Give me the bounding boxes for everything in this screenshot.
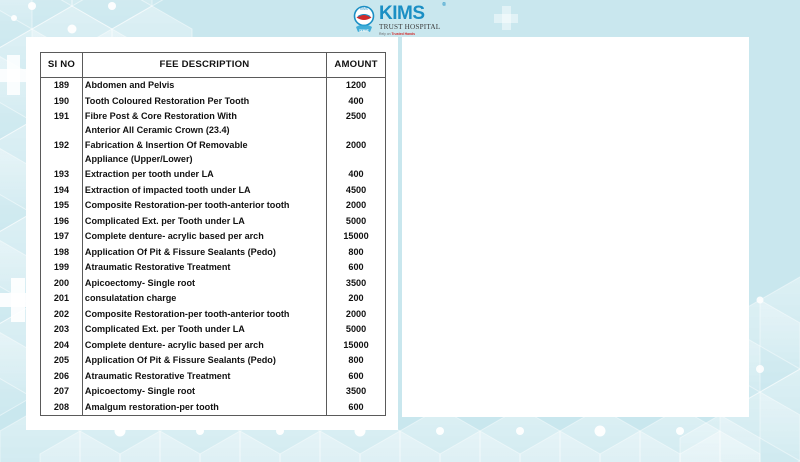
cell-sl-no: 191 bbox=[41, 109, 83, 138]
table-row bbox=[41, 138, 386, 167]
cell-sl-no: 199 bbox=[41, 260, 83, 276]
table-row bbox=[41, 353, 386, 369]
column-header-sl-no: SI NO bbox=[41, 53, 83, 78]
cell-fee-description bbox=[82, 78, 326, 94]
table-row bbox=[41, 167, 386, 183]
cell-fee-description bbox=[82, 138, 326, 167]
cell-fee-description bbox=[82, 384, 326, 400]
cell-fee-description bbox=[82, 338, 326, 354]
cell-sl-no: 208 bbox=[41, 400, 83, 416]
cell-sl-no: 194 bbox=[41, 183, 83, 199]
cell-amount: 2000 bbox=[327, 198, 386, 214]
cell-sl-no: 196 bbox=[41, 214, 83, 230]
svg-text:KIMS: KIMS bbox=[360, 7, 368, 12]
cell-sl-no: 192 bbox=[41, 138, 83, 167]
table-row bbox=[41, 307, 386, 323]
trust-hands-heart-icon bbox=[352, 5, 376, 35]
cell-fee-description bbox=[82, 109, 326, 138]
cell-amount: 2000 bbox=[327, 138, 386, 167]
cell-amount: 200 bbox=[327, 291, 386, 307]
cell-fee-description bbox=[82, 260, 326, 276]
cell-sl-no: 200 bbox=[41, 276, 83, 292]
logo-brand-name: KIMS bbox=[379, 2, 425, 24]
description-line-1: Extraction of impacted tooth under LA bbox=[84, 184, 251, 195]
cell-amount: 800 bbox=[327, 245, 386, 261]
cell-sl-no: 205 bbox=[41, 353, 83, 369]
cell-sl-no: 197 bbox=[41, 229, 83, 245]
table-row bbox=[41, 183, 386, 199]
cell-sl-no: 201 bbox=[41, 291, 83, 307]
table-body bbox=[41, 78, 386, 416]
cell-fee-description bbox=[82, 198, 326, 214]
table-row bbox=[41, 338, 386, 354]
cell-sl-no: 198 bbox=[41, 245, 83, 261]
table-row bbox=[41, 400, 386, 416]
description-line-1: Abdomen and Pelvis bbox=[84, 80, 175, 90]
cell-sl-no: 206 bbox=[41, 369, 83, 385]
kims-logo bbox=[352, 1, 448, 36]
cell-amount: 3500 bbox=[327, 276, 386, 292]
svg-text:trust: trust bbox=[359, 27, 369, 33]
cell-sl-no: 195 bbox=[41, 198, 83, 214]
cell-amount: 600 bbox=[327, 400, 386, 416]
cell-fee-description bbox=[82, 229, 326, 245]
cell-fee-description bbox=[82, 245, 326, 261]
table-row bbox=[41, 94, 386, 110]
medical-cross-icon-top bbox=[494, 6, 518, 30]
table-row bbox=[41, 384, 386, 400]
description-line-1: Complicated Ext. per Tooth under LA bbox=[84, 324, 245, 334]
table-row bbox=[41, 260, 386, 276]
description-line-1: Complete denture- acrylic based per arch bbox=[84, 339, 264, 350]
logo-tagline-accent: Trusted Hands bbox=[391, 31, 416, 36]
cell-fee-description bbox=[82, 94, 326, 110]
cell-sl-no: 203 bbox=[41, 322, 83, 338]
description-line-1: Complicated Ext. per Tooth under LA bbox=[84, 215, 245, 226]
cell-sl-no: 202 bbox=[41, 307, 83, 323]
table-row bbox=[41, 214, 386, 230]
cell-fee-description bbox=[82, 183, 326, 199]
table-row bbox=[41, 229, 386, 245]
description-line-1: Atraumatic Restorative Treatment bbox=[84, 370, 231, 381]
cell-fee-description bbox=[82, 307, 326, 323]
fee-description-table bbox=[40, 52, 386, 416]
logo-tagline-prefix: Rely on bbox=[379, 31, 392, 36]
table-row bbox=[41, 322, 386, 338]
table-row bbox=[41, 78, 386, 94]
cell-sl-no: 204 bbox=[41, 338, 83, 354]
cell-amount: 400 bbox=[327, 94, 386, 110]
description-line-1: Fabrication & Insertion Of Removable bbox=[84, 140, 248, 150]
description-line-2: Anterior All Ceramic Crown (23.4) bbox=[84, 124, 230, 135]
description-line-2: Appliance (Upper/Lower) bbox=[84, 153, 193, 164]
cell-fee-description bbox=[82, 353, 326, 369]
cell-amount: 400 bbox=[327, 167, 386, 183]
cell-fee-description bbox=[82, 369, 326, 385]
document-panel-right bbox=[402, 37, 749, 417]
description-line-1: Apicoectomy- Single root bbox=[84, 277, 196, 288]
table-row bbox=[41, 291, 386, 307]
cell-amount: 800 bbox=[327, 353, 386, 369]
description-line-1: Complete denture- acrylic based per arch bbox=[84, 231, 264, 241]
cell-amount: 3500 bbox=[327, 384, 386, 400]
cell-fee-description bbox=[82, 322, 326, 338]
cell-amount: 600 bbox=[327, 369, 386, 385]
cell-fee-description bbox=[82, 214, 326, 230]
description-line-1: Extraction per tooth under LA bbox=[84, 169, 214, 179]
cell-amount: 5000 bbox=[327, 322, 386, 338]
table-row bbox=[41, 276, 386, 292]
cell-amount: 15000 bbox=[327, 338, 386, 354]
table-row bbox=[41, 245, 386, 261]
column-header-fee-description: FEE DESCRIPTION bbox=[82, 53, 326, 78]
cell-amount: 2000 bbox=[327, 307, 386, 323]
table-row bbox=[41, 198, 386, 214]
logo-subtitle: TRUST HOSPITAL bbox=[379, 22, 441, 31]
cell-sl-no: 193 bbox=[41, 167, 83, 183]
description-line-1: Composite Restoration-per tooth-anterior tooth bbox=[84, 200, 290, 210]
description-line-1: consulatation charge bbox=[84, 293, 177, 303]
table-row bbox=[41, 369, 386, 385]
cell-amount: 15000 bbox=[327, 229, 386, 245]
logo-tagline bbox=[379, 33, 440, 36]
cell-amount: 2500 bbox=[327, 109, 386, 138]
table-row bbox=[41, 109, 386, 138]
column-header-amount: AMOUNT bbox=[327, 53, 386, 78]
description-line-1: Amalgum restoration-per tooth bbox=[84, 401, 219, 412]
description-line-1: Application Of Pit & Fissure Sealants (Pedo) bbox=[84, 355, 276, 365]
cell-amount: 4500 bbox=[327, 183, 386, 199]
description-line-1: Fibre Post & Core Restoration With bbox=[84, 111, 237, 121]
registered-trademark-icon: ® bbox=[442, 1, 446, 8]
description-line-1: Composite Restoration-per tooth-anterior tooth bbox=[84, 308, 290, 319]
cell-fee-description bbox=[82, 291, 326, 307]
description-line-1: Application Of Pit & Fissure Sealants (Pedo) bbox=[84, 246, 276, 257]
cell-fee-description bbox=[82, 400, 326, 416]
cell-amount: 600 bbox=[327, 260, 386, 276]
cell-sl-no: 190 bbox=[41, 94, 83, 110]
table-header bbox=[41, 53, 386, 78]
cell-amount: 5000 bbox=[327, 214, 386, 230]
cell-amount: 1200 bbox=[327, 78, 386, 94]
cell-sl-no: 189 bbox=[41, 78, 83, 94]
description-line-1: Tooth Coloured Restoration Per Tooth bbox=[84, 95, 250, 106]
cell-fee-description bbox=[82, 276, 326, 292]
cell-fee-description bbox=[82, 167, 326, 183]
table-header-row bbox=[41, 53, 386, 78]
cell-sl-no: 207 bbox=[41, 384, 83, 400]
description-line-1: Apicoectomy- Single root bbox=[84, 386, 196, 396]
description-line-1: Atraumatic Restorative Treatment bbox=[84, 262, 231, 272]
